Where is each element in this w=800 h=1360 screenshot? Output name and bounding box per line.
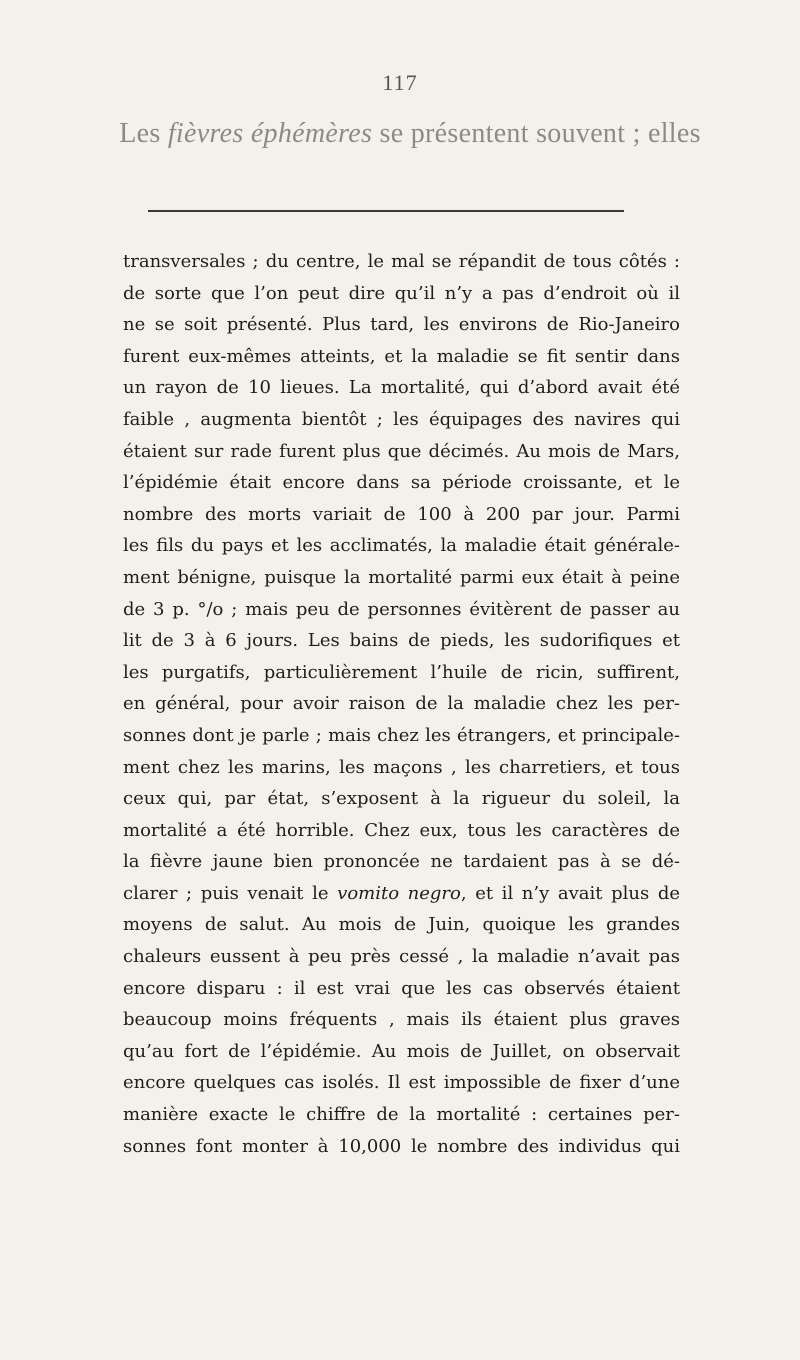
text-line: faible , augmenta bientôt ; les équipages des navires qui	[123, 408, 680, 430]
text-line: l’épidémie était encore dans sa période croissante, et le	[123, 472, 680, 494]
text-fragment: , et il n’y avait plus de	[460, 882, 680, 904]
text-line: de sorte que l’on peut dire qu’il n’y a pas d’endroit où il	[123, 282, 680, 304]
text-line: moyens de salut. Au mois de Juin, quoique les grandes	[123, 914, 680, 936]
text-line: un rayon de 10 lieues. La mortalité, qui d’abord avait été	[123, 377, 680, 399]
text-line-with-italic	[123, 878, 680, 910]
text-line: sonnes font monter à 10,000 le nombre des individus qui	[123, 1135, 680, 1157]
text-line: nombre des morts variait de 100 à 200 par jour. Parmi	[123, 503, 680, 525]
text-line: manière exacte le chiffre de la mortalité : certaines per-	[123, 1104, 680, 1126]
text-line: les purgatifs, particulièrement l’huile de ricin, suffirent,	[123, 661, 680, 683]
text-line: sonnes dont je parle ; mais chez les étrangers, et principale-	[123, 724, 680, 746]
text-fragment: clarer ; puis venait le	[123, 882, 338, 904]
text-line: de 3 p. °/o ; mais peu de personnes évitèrent de passer au	[123, 598, 680, 620]
text-line: ment bénigne, puisque la mortalité parmi eux était à peine	[123, 566, 680, 588]
text-line: ne se soit présenté. Plus tard, les environs de Rio-Janeiro	[123, 314, 680, 336]
text-line: chaleurs eussent à peu près cessé , la maladie n’avait pas	[123, 946, 680, 968]
bleed-through-text-before: Les	[119, 118, 168, 149]
bleed-through-text-after: se présentent souvent ; elles	[372, 118, 701, 149]
text-line: en général, pour avoir raison de la maladie chez les per-	[123, 693, 680, 715]
text-line: étaient sur rade furent plus que décimés. Au mois de Mars,	[123, 440, 680, 462]
text-line: encore quelques cas isolés. Il est impossible de fixer d’une	[123, 1072, 680, 1094]
text-line: transversales ; du centre, le mal se répandit de tous côtés :	[123, 251, 680, 272]
horizontal-rule	[148, 210, 624, 212]
text-line: les fils du pays et les acclimatés, la maladie était générale-	[123, 535, 680, 557]
body-paragraph	[123, 246, 680, 1162]
text-line: furent eux-mêmes atteints, et la maladie se fit sentir dans	[123, 345, 680, 367]
bleed-through-italic-text: fièvres éphémères	[167, 118, 373, 149]
italic-term: vomito negro	[337, 882, 461, 904]
page-number: 117	[382, 70, 418, 95]
text-line: qu’au fort de l’épidémie. Au mois de Juillet, on observait	[123, 1040, 680, 1062]
text-line: ceux qui, par état, s’exposent à la rigueur du soleil, la	[123, 788, 680, 810]
text-line: la fièvre jaune bien prononcée ne tardaient pas à se dé-	[123, 851, 680, 873]
text-line: encore disparu : il est vrai que les cas observés étaient	[123, 977, 680, 999]
text-line: mortalité a été horrible. Chez eux, tous les caractères de	[123, 819, 680, 841]
text-line: ment chez les marins, les maçons , les charretiers, et tous	[123, 756, 680, 778]
bleed-through-heading	[80, 118, 740, 150]
text-line: beaucoup moins fréquents , mais ils étaient plus graves	[123, 1009, 680, 1031]
text-line: lit de 3 à 6 jours. Les bains de pieds, les sudorifiques et	[123, 630, 680, 652]
